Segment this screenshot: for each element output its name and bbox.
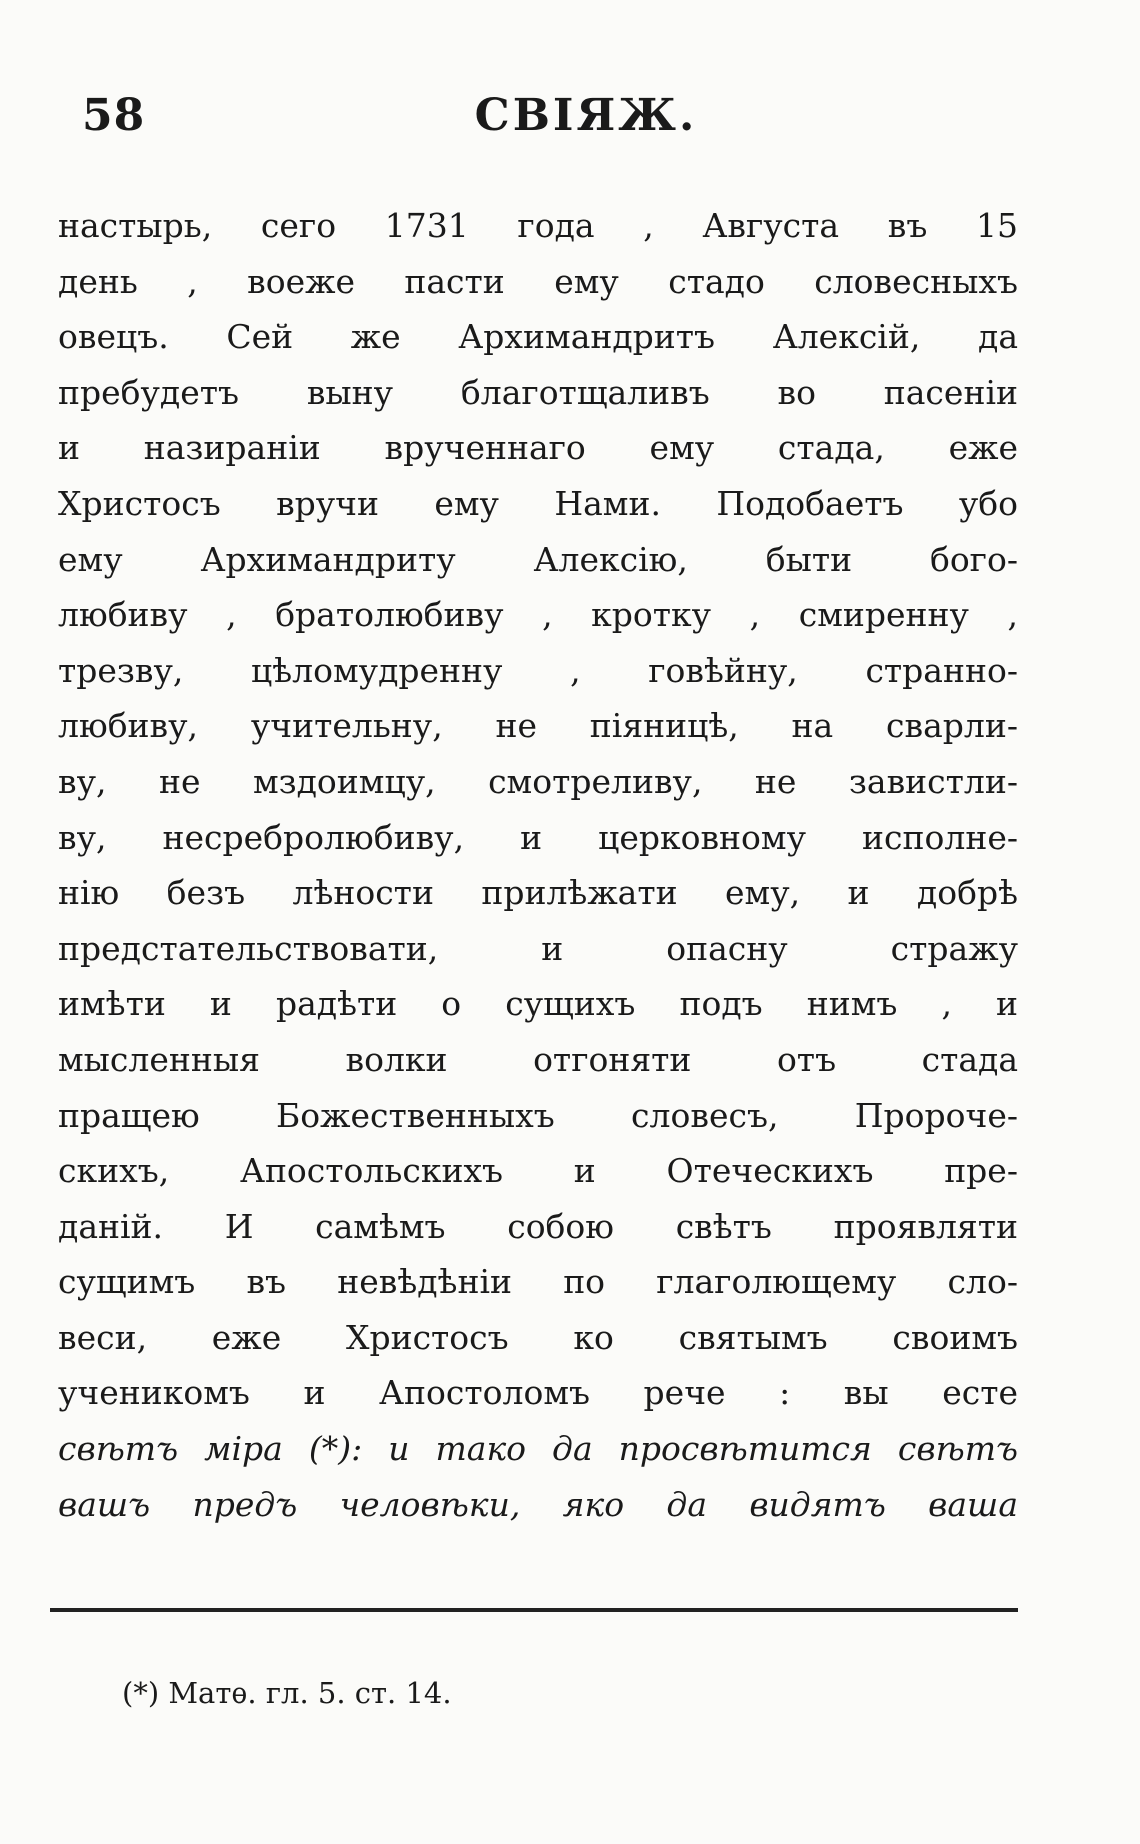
text-line: веси, еже Христосъ ко святымъ своимъ xyxy=(58,1317,1018,1357)
body-text xyxy=(58,198,1018,1532)
text-line: ву, не мздоимцу, смотреливу, не завистли- xyxy=(58,761,1018,801)
text-line: любиву, учительну, не піяницѣ, на сварли- xyxy=(58,706,1018,746)
text-line: ученикомъ и Апостоломъ рече : вы есте xyxy=(58,1373,1018,1413)
page-header xyxy=(82,90,1030,154)
text-line: день , воеже пасти ему стадо словесныхъ xyxy=(58,261,1018,301)
running-head: СВІЯЖ. xyxy=(474,90,698,141)
text-line: трезву, цѣломудренну , говѣйну, странно- xyxy=(58,650,1018,690)
text-line: свѣтъ міра (*): и тако да просвѣтится свѣтъ xyxy=(58,1429,1018,1469)
text-line: имѣти и радѣти о сущихъ подъ нимъ , и xyxy=(58,984,1018,1024)
text-line: нію безъ лѣности прилѣжати ему, и добрѣ xyxy=(58,873,1018,913)
text-line: пращею Божественныхъ словесъ, Пророче- xyxy=(58,1095,1018,1135)
text-line: вашъ предъ человѣки, яко да видятъ ваша xyxy=(58,1484,1018,1524)
text-line: пребудетъ выну благотщаливъ во пасеніи xyxy=(58,372,1018,412)
text-line: овецъ. Сей же Архимандритъ Алексій, да xyxy=(58,317,1018,357)
text-line: предстательствовати, и опасну стражу xyxy=(58,928,1018,968)
text-line: даній. И самѣмъ собою свѣтъ проявляти xyxy=(58,1206,1018,1246)
text-line: любиву , братолюбиву , кротку , смиренну , xyxy=(58,595,1018,635)
text-line: ву, несребролюбиву, и церковному исполне- xyxy=(58,817,1018,857)
text-line: мысленныя волки отгоняти отъ стада xyxy=(58,1039,1018,1079)
text-line: сущимъ въ невѣдѣніи по глаголющему сло- xyxy=(58,1262,1018,1302)
footnote-rule xyxy=(50,1608,1018,1612)
text-line: Христосъ вручи ему Нами. Подобаетъ убо xyxy=(58,483,1018,523)
text-line: ему Архимандриту Алексію, быти бого- xyxy=(58,539,1018,579)
footnote: (*) Матѳ. гл. 5. ст. 14. xyxy=(122,1676,452,1710)
text-line: настырь, сего 1731 года , Августа въ 15 xyxy=(58,206,1018,245)
page-number: 58 xyxy=(82,90,146,141)
text-line: и назираніи врученнаго ему стада, еже xyxy=(58,428,1018,468)
text-line: скихъ, Апостольскихъ и Отеческихъ пре- xyxy=(58,1151,1018,1191)
